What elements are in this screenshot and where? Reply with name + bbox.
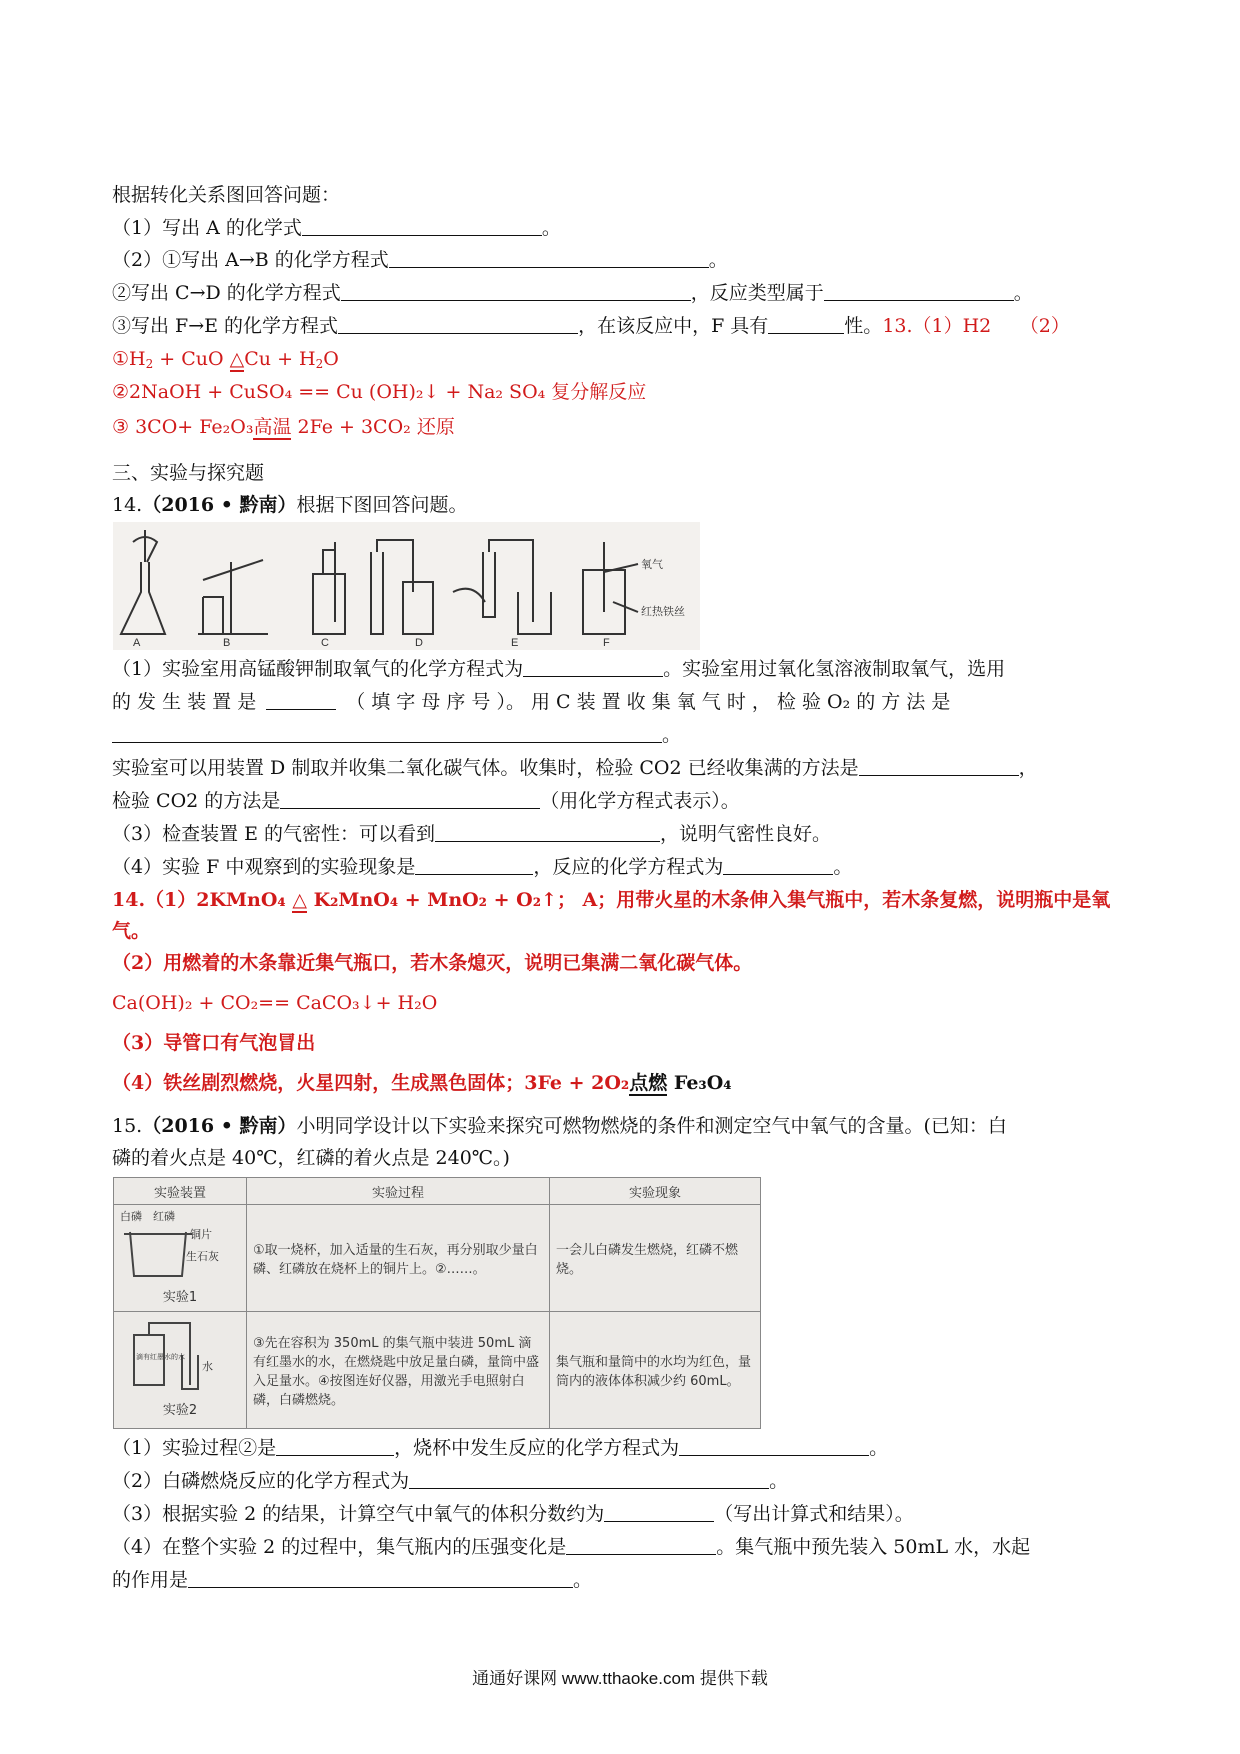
answer-13-3: ③ 3CO+ Fe₂O₃高温 2Fe + 3CO₂ 还原 <box>112 416 455 438</box>
answer-blank[interactable] <box>112 724 662 743</box>
answer-blank[interactable] <box>566 1536 716 1555</box>
condition-mark: △ <box>229 348 245 370</box>
q14-part2: 实验室可以用装置 D 制取并收集二氧化碳气体。收集时，检验 CO2 已经收集满的方法是 ， <box>112 757 1038 779</box>
q14-part1-cont: 的 发 生 装 置 是 （ 填 字 母 序 号 ）。 用 C 装 置 收 集 氧 气 时 ， 检 验 O₂ 的 方 法 是 <box>112 691 951 713</box>
answer-13-head: 13.（1）H2 （2） <box>882 315 1070 337</box>
table-header: 实验装置 <box>114 1178 247 1205</box>
answer-14-1: 14.（1）2KMnO₄ △ K₂MnO₄ + MnO₂ + O₂↑； A；用带火星的木条伸入集气瓶中，若木条复燃，说明瓶中是氧 <box>112 889 1111 911</box>
fig-label-b: B <box>223 637 231 649</box>
table-header: 实验过程 <box>247 1178 550 1205</box>
q15-part1: （1）实验过程②是 ，烧杯中发生反应的化学方程式为 。 <box>112 1437 889 1459</box>
q15-stem-cont: 磷的着火点是 40℃，红磷的着火点是 240℃。) <box>112 1147 510 1169</box>
q15-stem: 15.（2016 • 黔南）小明同学设计以下实验来探究可燃物燃烧的条件和测定空气中氧气的含量。(已知：白 <box>112 1115 1007 1137</box>
answer-13-2: ②2NaOH + CuSO₄ == Cu (OH)₂↓ + Na₂ SO₄ 复分解反应 <box>112 381 647 403</box>
q14-part1: （1）实验室用高锰酸钾制取氧气的化学方程式为 。实验室用过氧化氢溶液制取氧气，选用 <box>112 658 1006 680</box>
apparatus-drawing <box>113 522 700 650</box>
answer-blank[interactable] <box>604 1503 714 1522</box>
fig-label-e: E <box>511 637 519 649</box>
q14-part4: （4）实验 F 中观察到的实验现象是 ，反应的化学方程式为 。 <box>112 856 853 878</box>
answer-13-1: $①H_2$ + CuO △Cu + $H_2O$ <box>112 348 339 371</box>
q15-part4: （4）在整个实验 2 的过程中，集气瓶内的压强变化是 。集气瓶中预先装入 50mL 水，水起 <box>112 1536 1031 1558</box>
answer-14-4: （4）铁丝剧烈燃烧，火星四射，生成黑色固体；3Fe + 2O₂点燃 Fe₃O₄ <box>112 1072 732 1094</box>
answer-blank[interactable] <box>523 658 663 677</box>
q15-part3: （3）根据实验 2 的结果，计算空气中氧气的体积分数约为 （写出计算式和结果）。 <box>112 1503 914 1525</box>
answer-blank[interactable] <box>302 217 542 236</box>
gas-bottle-drawing <box>120 1315 220 1395</box>
answer-blank[interactable] <box>859 757 1019 776</box>
fig-label-c: C <box>321 637 329 649</box>
answer-blank[interactable] <box>415 856 533 875</box>
q13-part2: （2）①写出 A→B 的化学方程式 。 <box>112 249 728 271</box>
fig-note-oxygen: 氧气 <box>641 559 663 571</box>
fig-label-a: A <box>133 637 141 649</box>
q14-part2-cont: 检验 CO2 的方法是 （用化学方程式表示）。 <box>112 790 740 812</box>
answer-blank[interactable] <box>266 691 336 710</box>
beaker-drawing <box>120 1224 220 1282</box>
table-row: 滴有红墨水的水 水 实验2 ③先在容积为 350mL 的集气瓶中装进 50mL 滴有红墨水的水，在燃烧匙中放足量白磷，量筒中盛入足量水。④按图连好仪器，用激光手电照射白磷，白磷燃烧。 集气瓶和量筒中的水均为红色，量筒内的液体体积减少约 60mL。 <box>114 1312 761 1429</box>
answer-14-1-cont: 气。 <box>112 920 151 942</box>
q13-part4: ③写出 F→E 的化学方程式 ，在该反应中，F 具有 性。13.（1）H2 （2） <box>112 315 1070 337</box>
svg-text:铜片: 铜片 <box>190 1229 212 1241</box>
answer-blank[interactable] <box>280 790 540 809</box>
answer-blank[interactable] <box>768 315 844 334</box>
condition-mark: 高温 <box>253 416 292 438</box>
answer-blank[interactable] <box>338 315 578 334</box>
answer-blank[interactable] <box>341 282 691 301</box>
section-title: 三、实验与探究题 <box>112 462 265 484</box>
answer-blank[interactable] <box>188 1569 573 1588</box>
q14-part1-end: 。 <box>112 722 681 748</box>
answer-14-2-eq: Ca(OH)₂ + CO₂== CaCO₃↓+ H₂O <box>112 992 438 1014</box>
q14-stem: 14.（2016 • 黔南）根据下图回答问题。 <box>112 494 468 516</box>
q13-part3: ②写出 C→D 的化学方程式 ，反应类型属于 。 <box>112 282 1033 304</box>
table-row: 白磷 红磷 铜片 生石灰 实验1 ①取一烧杯，加入适量的生石灰，再分别取少量白磷、红磷放在烧杯上的铜片上。②……。 一会儿白磷发生燃烧，红磷不燃烧。 <box>114 1205 761 1312</box>
fig-note-iron-wire: 红热铁丝 <box>641 606 685 618</box>
apparatus-figure <box>113 522 700 650</box>
svg-text:生石灰: 生石灰 <box>186 1251 219 1263</box>
q13-part1: （1）写出 A 的化学式 。 <box>112 217 561 239</box>
answer-blank[interactable] <box>723 856 833 875</box>
experiment-table <box>113 1177 761 1429</box>
answer-blank[interactable] <box>679 1437 869 1456</box>
svg-text:滴有红墨水的水: 滴有红墨水的水 <box>136 1354 185 1361</box>
page-footer: 通通好课网 www.tthaoke.com 提供下载 <box>472 1669 768 1688</box>
answer-14-3: （3）导管口有气泡冒出 <box>112 1032 316 1054</box>
answer-blank[interactable] <box>409 1470 769 1489</box>
answer-14-2: （2）用燃着的木条靠近集气瓶口，若木条熄灭，说明已集满二氧化碳气体。 <box>112 952 753 974</box>
fig-label-d: D <box>415 637 423 649</box>
q14-part3: （3）检查装置 E 的气密性：可以看到 ，说明气密性良好。 <box>112 823 832 845</box>
answer-blank[interactable] <box>435 823 660 842</box>
answer-blank[interactable] <box>389 249 709 268</box>
condition-mark: △ <box>292 889 307 911</box>
fig-label-f: F <box>603 637 610 649</box>
answer-blank[interactable] <box>276 1437 394 1456</box>
q15-part4-cont: 的作用是 。 <box>112 1569 593 1591</box>
answer-blank[interactable] <box>824 282 1014 301</box>
intro-text: 根据转化关系图回答问题： <box>112 184 341 206</box>
table-header: 实验现象 <box>550 1178 761 1205</box>
q15-part2: （2）白磷燃烧反应的化学方程式为 。 <box>112 1470 789 1492</box>
svg-text:水: 水 <box>202 1361 213 1373</box>
condition-mark: 点燃 <box>629 1072 668 1094</box>
